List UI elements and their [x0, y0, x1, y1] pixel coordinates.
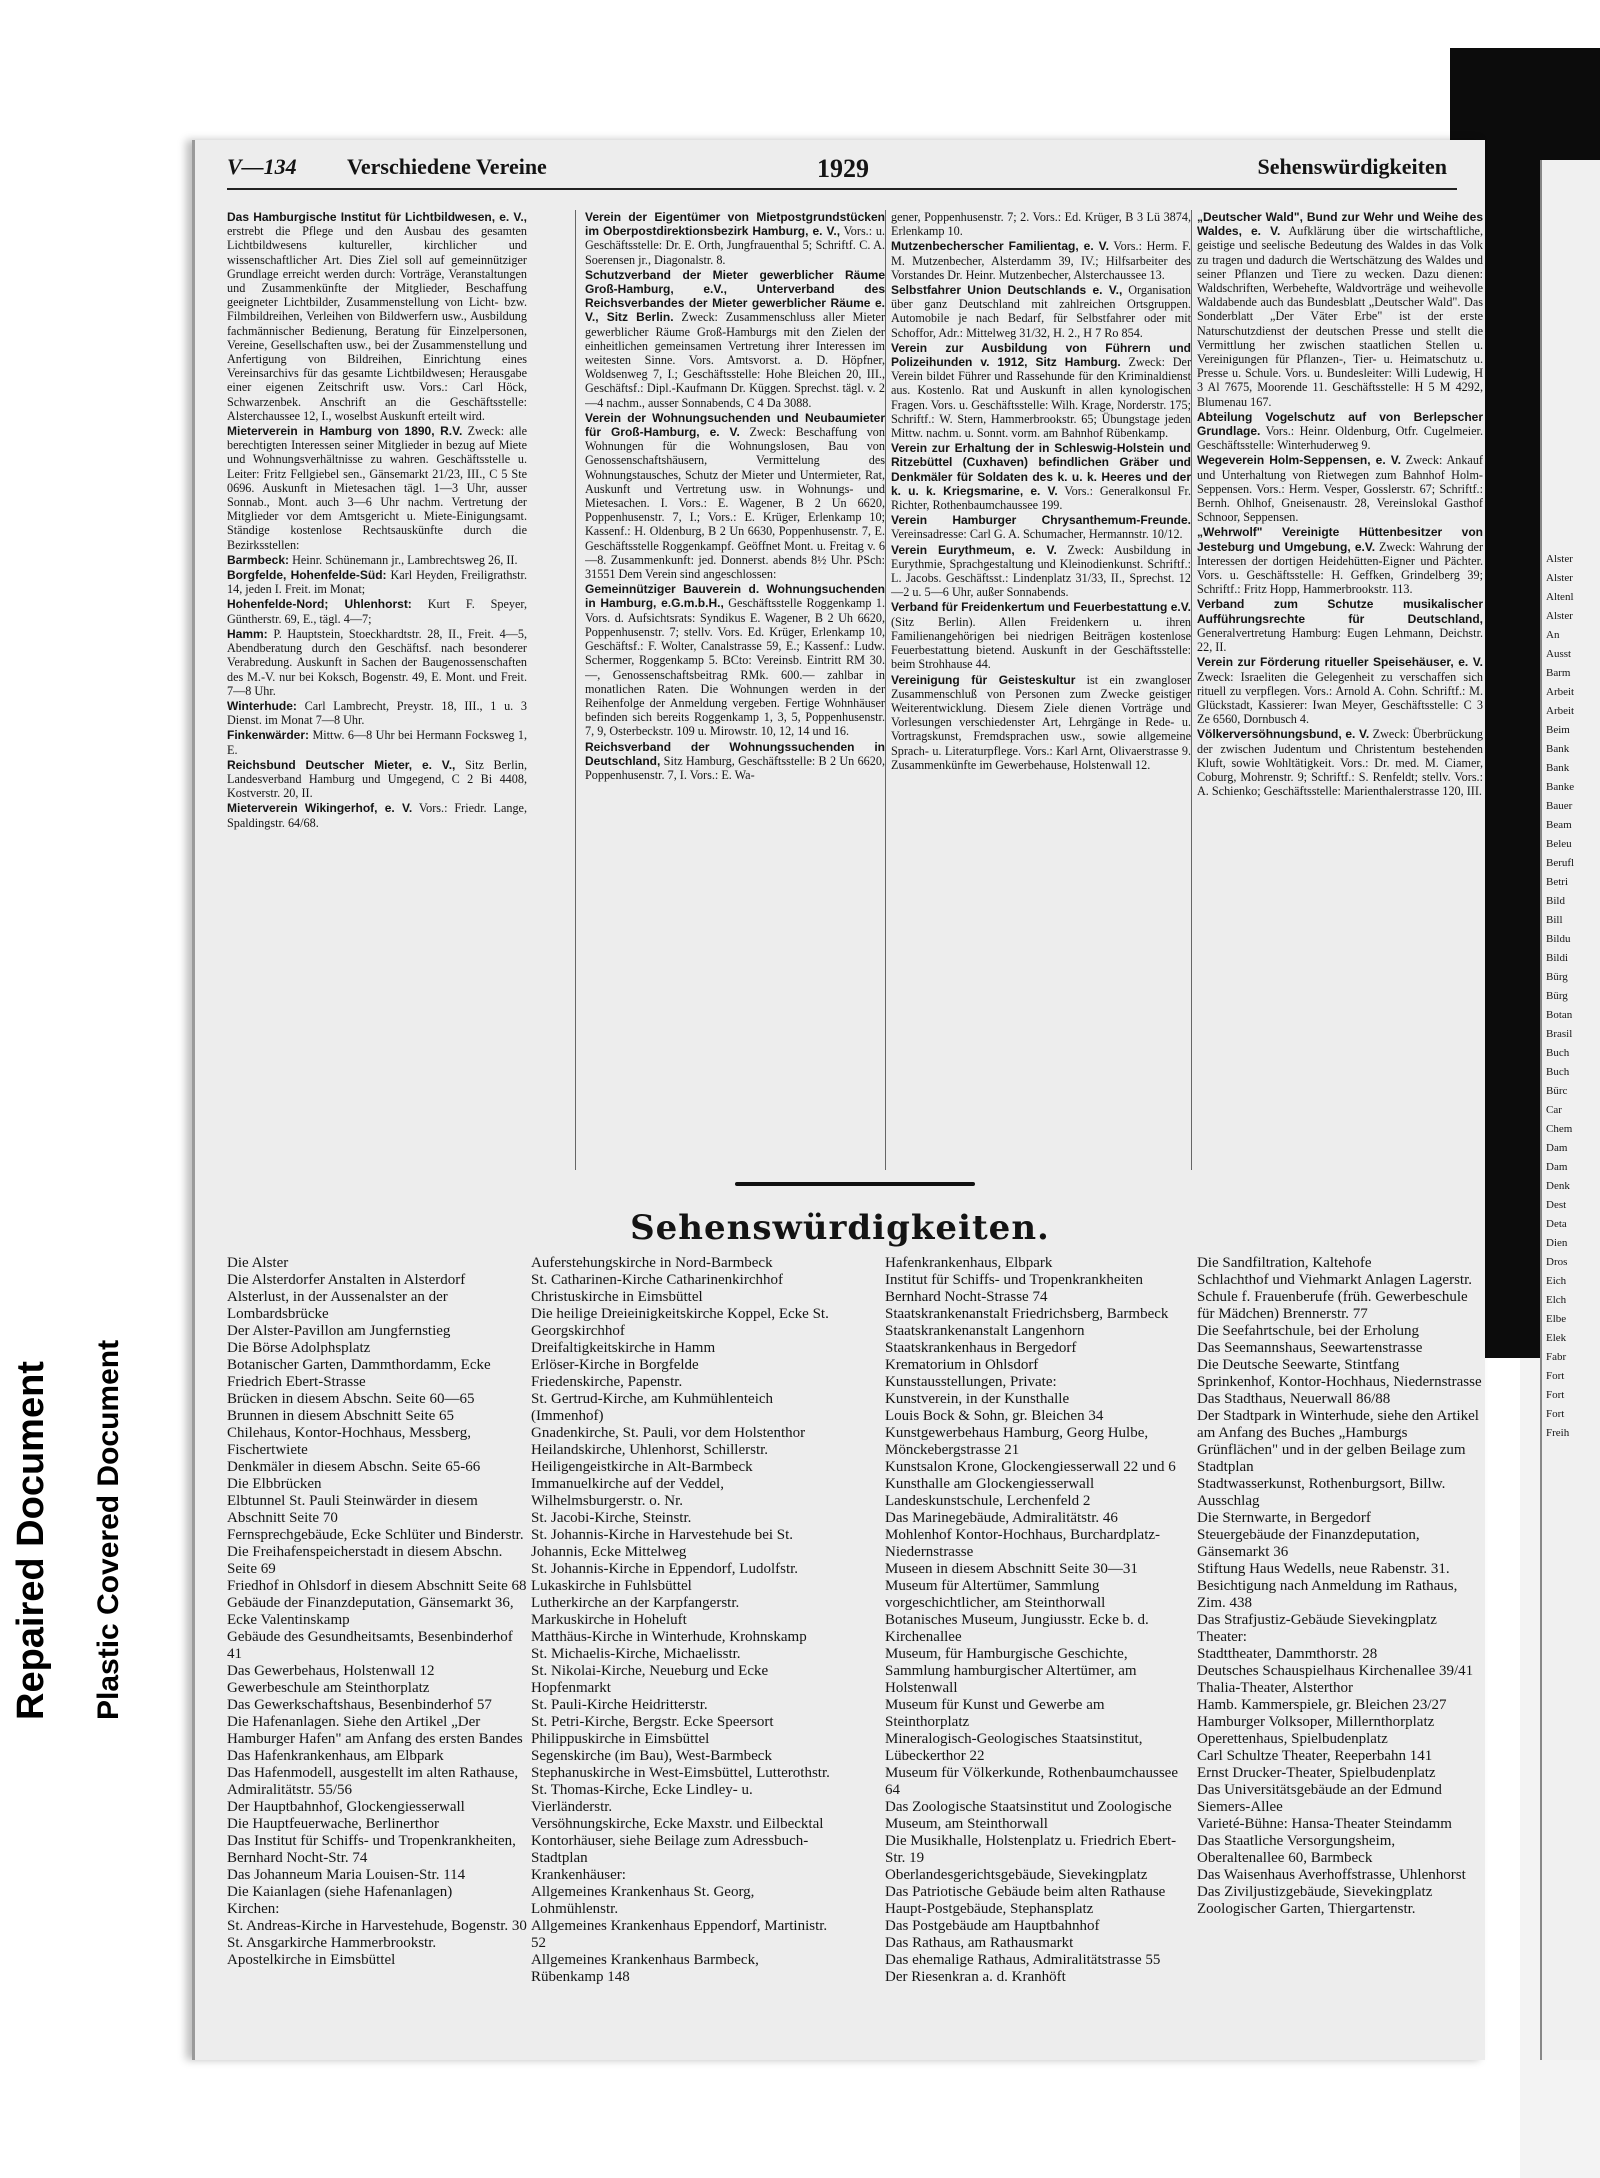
next-page-fragment: Dam — [1546, 1161, 1568, 1173]
plastic-covered-label: Plastic Covered Document — [92, 1339, 125, 1720]
sight-entry: Friedhof in Ohlsdorf in diesem Abschnitt Seite 68 — [227, 1578, 527, 1594]
association-entry — [891, 283, 1191, 340]
sight-entry: Varieté-Bühne: Hansa-Theater Steindamm — [1197, 1816, 1452, 1832]
association-name: Reichsbund Deutscher Mieter, e. V., — [227, 757, 456, 772]
header-left-title: Verschiedene Vereine — [347, 154, 547, 179]
sight-entry: Das Hafenkrankenhaus, am Elbpark — [227, 1748, 444, 1764]
sight-entry: Die Alsterdorfer Anstalten in Alsterdorf — [227, 1272, 466, 1288]
sight-entry: Zoologischer Garten, Thiergartenstr. — [1197, 1901, 1416, 1917]
repaired-document-label: Repaired Document — [10, 1361, 52, 1720]
sight-entry: Kunsthalle am Glockengiesserwall — [885, 1476, 1095, 1492]
association-entry — [227, 758, 527, 801]
column-rule — [885, 210, 886, 1170]
sight-entry: Krankenhäuser: — [531, 1867, 626, 1883]
sight-entry: Staatskrankenanstalt Langenhorn — [885, 1323, 1085, 1339]
sight-entry: St. Gertrud-Kirche, am Kuhmühlenteich (Immenhof) — [531, 1391, 774, 1424]
sight-entry: Museum für Kunst und Gewerbe am Steinthorplatz — [885, 1697, 1105, 1730]
sight-entry: St. Catharinen-Kirche Catharinenkirchhof — [531, 1272, 783, 1288]
sight-entry: St. Johannis-Kirche in Eppendorf, Ludolfstr. — [531, 1561, 799, 1577]
sight-entry: Heiligengeistkirche in Alt-Barmbeck — [531, 1459, 753, 1475]
association-name: Verein zur Erhaltung der in Schleswig-Holstein und Ritzebüttel (Cuxhaven) befindlichen Gräber und Denkmäler für Soldaten des k. u. k. Heeres und der k. u. k. Kriegsmarine, e. V. — [891, 441, 1191, 498]
association-name: Borgfelde, Hohenfelde-Süd: — [227, 568, 387, 583]
next-page-edge — [1540, 160, 1600, 2060]
next-page-fragment: Dam — [1546, 1142, 1568, 1154]
sight-entry: Haupt-Postgebäude, Stephansplatz — [885, 1901, 1094, 1917]
association-entry — [227, 597, 527, 625]
association-entry — [585, 210, 885, 267]
next-page-fragment: Car — [1546, 1104, 1562, 1116]
next-page-fragment: Bill — [1546, 914, 1563, 926]
next-page-fragment: Bank — [1546, 743, 1570, 755]
sight-entry: Gebäude des Gesundheitsamts, Besenbinderhof 41 — [227, 1629, 513, 1662]
sight-entry: Thalia-Theater, Alsterthor — [1197, 1680, 1353, 1696]
association-name: Verband für Freidenkertum und Feuerbestattung e.V. — [891, 600, 1191, 615]
sight-entry: Allgemeines Krankenhaus Eppendorf, Martinistr. 52 — [531, 1918, 828, 1951]
sight-entry: Stiftung Haus Wedells, neue Rabenstr. 31. Besichtigung nach Anmeldung im Rathaus, Zim. 438 — [1197, 1561, 1458, 1611]
sight-entry: Oberlandesgerichtsgebäude, Sievekingplatz — [885, 1867, 1148, 1883]
sight-entry: Botanisches Museum, Jungiusstr. Ecke b. d. Kirchenallee — [885, 1612, 1149, 1645]
association-text: Zweck: Zusammenschluss aller Mieter gewerblicher Räume Groß-Hamburgs mit den Zielen der einheitlichen gemeinsamen Vertretung ihrer Interessen im weitesten Sinne. Vors. Amtsvorst. a. D. Höpfner, Woldsenweg 7, I.; Geschäftsstelle: Hohe Bleichen 20, III., Geschäftsf.: Dipl.-Kaufmann Dr. Küggen. Sprechst. tägl. v. 2—4 nachm., ausser Sonnabends, C 4 Da 3088. — [585, 310, 885, 410]
association-entry — [227, 210, 527, 423]
association-entry — [585, 411, 885, 581]
sight-entry: Das Zoologische Staatsinstitut und Zoologische Museum, am Steinthorwall — [885, 1799, 1172, 1832]
association-entry — [1197, 727, 1483, 798]
association-text: Zweck: Beschaffung von Wohnungen für die Wohnungslosen, Bau von Genossenschaftshäusern, Vermittelung des Wohnungstausches, Schutz der Mieter und Untermieter, Rat, Auskunft und Vertretung usw. in Wohnungs- und Mietesachen. I. Vors.: E. Wagener, B 2 Un 6620, Poppenhusenstr. 7, I.; Vors.: E. Krüger, Erlenkamp 10; Kassenf.: H. Oldenburg, B 2 Un 6630, Poppenhusenstr. 7, E. Geschäftsstelle Roggenkampf. Geöffnet Mont. u. Freitag v. 6—8. Zusammenkunft: jed. Donnerst. abends 8½ Uhr. PSch: 31551 Dem Verein sind angeschlossen: — [585, 425, 885, 582]
sight-entry: Lutherkirche an der Karpfangerstr. — [531, 1595, 740, 1611]
sight-entry: Das Institut für Schiffs- und Tropenkrankheiten, Bernhard Nocht-Str. 74 — [227, 1833, 516, 1866]
sight-entry: Das Strafjustiz-Gebäude Sievekingplatz — [1197, 1612, 1437, 1628]
sight-entry: Steuergebäude der Finanzdeputation, Gänsemarkt 36 — [1197, 1527, 1420, 1560]
sight-entry: Operettenhaus, Spielbudenplatz — [1197, 1731, 1388, 1747]
next-page-fragment: Arbeit — [1546, 705, 1575, 717]
sight-entry: Kunstgewerbehaus Hamburg, Georg Hulbe, Mönckebergstrasse 21 — [885, 1425, 1149, 1458]
sight-entry: Kirchen: — [227, 1901, 280, 1917]
association-entry — [585, 582, 885, 738]
next-page-fragment: Bildi — [1546, 952, 1569, 964]
sight-entry: Das Seemannshaus, Seewartenstrasse — [1197, 1340, 1423, 1356]
association-text: Generalvertretung Hamburg: Eugen Lehmann, Deichstr. 22, II. — [1197, 625, 1483, 655]
next-page-fragment: Barm — [1546, 667, 1571, 679]
association-name: Finkenwärder: — [227, 728, 310, 743]
association-text: Vors.: Generalkonsul Fr. Richter, Rothenbaumchaussee 199. — [891, 483, 1191, 513]
sight-entry: Kunstverein, in der Kunsthalle — [885, 1391, 1070, 1407]
sight-entry: Das Gewerbehaus, Holstenwall 12 — [227, 1663, 435, 1679]
next-page-fragment: Bürg — [1546, 990, 1568, 1002]
association-entry — [891, 210, 1191, 238]
association-entry — [891, 513, 1191, 541]
association-name: „Wehrwolf" Vereinigte Hüttenbesitzer von Jesteburg und Umgebung, e.V. — [1197, 525, 1483, 554]
sight-entry: Das Marinegebäude, Admiralitätstr. 46 — [885, 1510, 1118, 1526]
association-text: Aufklärung über die wirtschaftliche, geistige und seelische Bedeutung des Waldes in das Volk zu tragen und dadurch die Wertschätzung des Waldes und seiner Pflanzen und Tiere zu wecken. Dazu dienen: Waldschriften, Werbehefte, Waldvorträge und weihevolle Waldabende auch das Bundesblatt „Deutscher Wald". Das Sonderblatt „Der Väter Erbe" ist der erste Naturschutzdienst der deutschen Presse und stellt die Vermittlung her zwischen staatlichen Stellen u. Vereinigungen für Pflanzen-, Tier- u. Heimatschutz u. Presse u. Schule. Vors. u. Bundesleiter: Willi Ludewig, H 3 Al 7675, Moorende 11. Geschäftsstelle: H 5 M 4292, Blumenau 167. — [1197, 224, 1483, 409]
sight-entry: Schule f. Frauenberufe (früh. Gewerbeschule für Mädchen) Brennerstr. 77 — [1197, 1289, 1468, 1322]
next-page-fragment: Botan — [1546, 1009, 1573, 1021]
next-page-fragment: Elch — [1546, 1294, 1567, 1306]
sight-entry: Der Stadtpark in Winterhude, siehe den Artikel am Anfang des Buches „Hamburgs Grünflächen" und in der gelben Beilage zum Stadtplan — [1197, 1408, 1479, 1475]
sight-entry: Kontorhäuser, siehe Beilage zum Adressbuch-Stadtplan — [531, 1833, 809, 1866]
sight-entry: Dreifaltigkeitskirche in Hamm — [531, 1340, 716, 1356]
association-entry — [1197, 210, 1483, 409]
next-page-fragment: Buch — [1546, 1047, 1570, 1059]
sight-entry: Die Sternwarte, in Bergedorf — [1197, 1510, 1371, 1526]
association-text: Mittw. 6—8 Uhr bei Hermann Focksweg 1, E. — [227, 728, 527, 757]
association-entry — [891, 543, 1191, 600]
association-text: Zweck: Der Verein bildet Führer und Rassehunde für den Kriminaldienst aus. Kostenlo. Rat und Auskunft in allen kynologischen Fragen. Vors. u. Geschäftsstelle: Wilh. Krage, Norderstr. 175; Schriftf.: W. Stern, Hammerbrookstr. 65; Übungstage jeden Mittw. nachm. u. Sonnt. vorm. am Bahnhof Rübenkamp. — [891, 355, 1191, 441]
association-name: Verein der Wohnungsuchenden und Neubaumieter für Groß-Hamburg, e. V. — [585, 410, 885, 440]
sight-entry: Das Johanneum Maria Louisen-Str. 114 — [227, 1867, 466, 1883]
association-text: Sitz Berlin, Landesverband Hamburg und Umgegend, C 2 Bi 4408, Kostverstr. 20, II. — [227, 757, 527, 801]
sight-entry: Versöhnungskirche, Ecke Maxstr. und Eilbecktal — [531, 1816, 824, 1832]
sight-entry: Brücken in diesem Abschn. Seite 60—65 — [227, 1391, 475, 1407]
next-page-fragment: Fort — [1546, 1408, 1565, 1420]
sight-entry: Das Stadthaus, Neuerwall 86/88 — [1197, 1391, 1391, 1407]
sight-entry: Segenskirche (im Bau), West-Barmbeck — [531, 1748, 772, 1764]
association-text: Carl Lambrecht, Preystr. 18, III., 1 u. 3 Dienst. im Monat 7—8 Uhr. — [227, 698, 527, 728]
sight-entry: Allgemeines Krankenhaus St. Georg, Lohmühlenstr. — [531, 1884, 755, 1917]
association-name: Verein Eurythmeum, e. V. — [891, 542, 1057, 557]
association-name: Mieterverein in Hamburg von 1890, R.V. — [227, 424, 463, 439]
sight-entry: St. Thomas-Kirche, Ecke Lindley- u. Vierländerstr. — [531, 1782, 753, 1815]
sight-entry: Hamb. Kammerspiele, gr. Bleichen 23/27 — [1197, 1697, 1447, 1713]
next-page-fragment: Denk — [1546, 1180, 1570, 1192]
sight-entry: Museen in diesem Abschnitt Seite 30—31 — [885, 1561, 1138, 1577]
sight-entry: Elbtunnel St. Pauli Steinwärder in diesem Abschnitt Seite 70 — [227, 1493, 478, 1526]
association-text: erstrebt die Pflege und den Ausbau des gesamten Lichtbildwesens kultureller, kirchlicher und wissenschaftlicher Art. Dies Ziel soll auf gemeinnütziger Grundlage erreicht werden durch: Vorträge, Veranstaltungen und Zusammenkünfte der Mitglieder, Beschaffung geeigneter Lichtbilder, Zusammenstellung von Licht- bzw. Filmbildreihen, Verleihen von Bildwerfern usw., Ausbildung fachmännischer Bedienung, Beratung für Einzelpersonen, Vereine, Gesellschaften usw., bei der Zusammenstellung und Anfertigung von Bildreihen, Einrichtung eines Vereinsarchivs für das gesamte Lichtbildwesen; Herausgabe einer eigenen Zeitschrift usw. Vors.: Carl Höck, Schwarzenbek. Anschrift an die Geschäftsstelle: Alsterchaussee 12, I., woselbst Auskunft erteilt wird. — [227, 224, 527, 423]
next-page-fragment: Buch — [1546, 1066, 1570, 1078]
association-name: Mieterverein Wikingerhof, e. V. — [227, 801, 413, 816]
sight-entry: Fernsprechgebäude, Ecke Schlüter und Binderstr. — [227, 1527, 524, 1543]
sight-entry: Lukaskirche in Fuhlsbüttel — [531, 1578, 692, 1594]
sight-entry: St. Michaelis-Kirche, Michaelisstr. — [531, 1646, 741, 1662]
next-page-fragment: An — [1546, 629, 1560, 641]
sight-entry: Stephanuskirche in West-Eimsbüttel, Lutterothstr. — [531, 1765, 830, 1781]
sight-entry: Die Sandfiltration, Kaltehofe — [1197, 1255, 1372, 1271]
sight-entry: Die Börse Adolphsplatz — [227, 1340, 371, 1356]
association-text: Heinr. Schünemann jr., Lambrechtsweg 26, II. — [292, 552, 518, 567]
sight-entry: St. Petri-Kirche, Bergstr. Ecke Speersort — [531, 1714, 774, 1730]
sight-entry: St. Nikolai-Kirche, Neueburg und Ecke Hopfenmarkt — [531, 1663, 769, 1696]
association-entry — [891, 673, 1191, 772]
association-entry — [227, 568, 527, 596]
association-name: Schutzverband der Mieter gewerblicher Räume Groß-Hamburg, e.V., Unterverband des Reichsverbandes der Mieter gewerblicher Räume e. V., Sitz Berlin. — [585, 267, 885, 325]
next-page-fragment: Beam — [1546, 819, 1572, 831]
next-page-fragment: Altenl — [1546, 591, 1574, 603]
association-entry — [1197, 525, 1483, 596]
sight-entry: Gewerbeschule am Steinthorplatz — [227, 1680, 430, 1696]
sight-entry: St. Andreas-Kirche in Harvestehude, Bogenstr. 30 — [227, 1918, 527, 1934]
next-page-fragment: Alster — [1546, 572, 1573, 584]
sights-column-4 — [1197, 1255, 1483, 2055]
association-entry — [585, 268, 885, 410]
sight-entry: Das Hafenmodell, ausgestellt im alten Rathause, Admiralitätstr. 55/56 — [227, 1765, 519, 1798]
sight-entry: Die Elbbrücken — [227, 1476, 322, 1492]
sight-entry: Immanuelkirche auf der Veddel, Wilhelmsburgerstr. o. Nr. — [531, 1476, 724, 1509]
sight-entry: Deutsches Schauspielhaus Kirchenallee 39/41 — [1197, 1663, 1474, 1679]
association-entry — [227, 728, 527, 756]
sight-entry: Landeskunstschule, Lerchenfeld 2 — [885, 1493, 1091, 1509]
sight-entry: Das Universitätsgebäude an der Edmund Siemers-Allee — [1197, 1782, 1442, 1815]
association-name: Völkerversöhnungsbund, e. V. — [1197, 727, 1370, 742]
sight-entry: Schlachthof und Viehmarkt Anlagen Lagerstr. — [1197, 1272, 1473, 1288]
sight-entry: St. Ansgarkirche Hammerbrookstr. — [227, 1935, 437, 1951]
sight-entry: Hamburger Volksoper, Millernthorplatz — [1197, 1714, 1435, 1730]
next-page-fragment: Dest — [1546, 1199, 1567, 1211]
sight-entry: Matthäus-Kirche in Winterhude, Krohnskamp — [531, 1629, 807, 1645]
association-name: Verein zur Förderung ritueller Speisehäuser, e. V. — [1197, 655, 1483, 670]
association-text: Zweck: Ankauf und Unterhaltung von Rietwegen zum Bahnhof Holm-Seppensen. Vors.: Herm. Vesper, Gosslerstr. 67; Schriftf.: Bernh. Ohlhof, Gneisenaustr. 28, Vereinslokal Gasthof Schnoor, Seppensen. — [1197, 453, 1483, 525]
association-entry — [227, 553, 527, 567]
sight-entry: Das ehemalige Rathaus, Admiralitätstrasse 55 — [885, 1952, 1161, 1968]
association-name: Hohenfelde-Nord; Uhlenhorst: — [227, 597, 412, 612]
next-page-fragment: Bank — [1546, 762, 1570, 774]
association-name: Verband zum Schutze musikalischer Aufführungsrechte für Deutschland, — [1197, 597, 1483, 626]
sight-entry: Markuskirche in Hoheluft — [531, 1612, 687, 1628]
association-entry — [227, 424, 527, 552]
association-column-2 — [585, 210, 885, 1170]
sight-entry: Apostelkirche in Eimsbüttel — [227, 1952, 396, 1968]
sight-entry: Das Rathaus, am Rathausmarkt — [885, 1935, 1074, 1951]
association-name: Verein zur Ausbildung von Führern und Polizeihunden v. 1912, Sitz Hamburg. — [891, 340, 1191, 370]
association-entry — [891, 441, 1191, 512]
association-name: Wegeverein Holm-Seppensen, e. V. — [1197, 453, 1401, 468]
association-name: „Deutscher Wald", Bund zur Wehr und Weihe des Waldes, e. V. — [1197, 210, 1483, 239]
association-name: Gemeinnütziger Bauverein d. Wohnungsuchenden in Hamburg, e.G.m.b.H., — [585, 582, 885, 611]
sight-entry: Stadttheater, Dammthorstr. 28 — [1197, 1646, 1378, 1662]
next-page-fragment: Beim — [1546, 724, 1570, 736]
sight-entry: Die Deutsche Seewarte, Stintfang — [1197, 1357, 1400, 1373]
sight-entry: Sprinkenhof, Kontor-Hochhaus, Niedernstrasse — [1197, 1374, 1482, 1390]
next-page-fragment: Fort — [1546, 1370, 1565, 1382]
sight-entry: Botanischer Garten, Dammthordamm, Ecke Friedrich Ebert-Strasse — [227, 1357, 491, 1390]
next-page-fragment: Ausst — [1546, 648, 1572, 660]
sight-entry: Mineralogisch-Geologisches Staatsinstitut, Lübeckerthor 22 — [885, 1731, 1143, 1764]
sight-entry: Erlöser-Kirche in Borgfelde — [531, 1357, 699, 1373]
sight-entry: St. Pauli-Kirche Heidritterstr. — [531, 1697, 708, 1713]
sight-entry: Die Alster — [227, 1255, 289, 1271]
association-name: Selbstfahrer Union Deutschlands e. V., — [891, 283, 1123, 298]
sight-entry: Das Ziviljustizgebäude, Sievekingplatz — [1197, 1884, 1433, 1900]
sight-entry: Friedenskirche, Papenstr. — [531, 1374, 683, 1390]
association-text: Geschäftsstelle Roggenkamp 1. Vors. d. Aufsichtsrats: Syndikus E. Wagener, B 2 Uh 6620, Poppenhusenstr. 7; stellv. Vors. Ed. Krüger, Erlenkamp 10, Geschäftsf.: F. Wolter, Canalstrasse 59, E.; Kassenf.: Ludw. Schermer, Roggenkamp 5. BCto: Vereinsb. Eintritt RM 30.—, Genossenschaftsbeitrag RMk. 600.— zahlbar in monatlichen Raten. Die Wohnungen werden in der Reihenfolge der Anmeldung vergeben. Fertige Wohnhäuser befinden sich bereits Roggenkamp 1, 3, 5, Poppenhusenstr. 7, 9, Osterbeckstr. 109 u. Mirowstr. 10, 12, 14 und 16. — [585, 596, 885, 739]
association-text: (Sitz Berlin). Allen Freidenkern u. ihren Familienangehörigen bei niedrigen Beiträgen kostenlose Feuerbestattung bietend. Auskunft in der Geschäftsstelle: beim Strohhause 44. — [891, 614, 1191, 672]
next-page-fragment: Bild — [1546, 895, 1565, 907]
next-page-fragment: Bürc — [1546, 1085, 1568, 1097]
next-page-fragment: Dros — [1546, 1256, 1568, 1268]
section-divider — [735, 1182, 975, 1186]
sight-entry: Die Musikhalle, Holstenplatz u. Friedrich Ebert-Str. 19 — [885, 1833, 1177, 1866]
sight-entry: Institut für Schiffs- und Tropenkrankheiten Bernhard Nocht-Strasse 74 — [885, 1272, 1144, 1305]
archive-label — [0, 1230, 170, 1780]
column-rule — [575, 210, 576, 1170]
sight-entry: Gnadenkirche, St. Pauli, vor dem Holstenthor — [531, 1425, 806, 1441]
association-entry — [1197, 597, 1483, 654]
sight-entry: Kunstsalon Krone, Glockengiesserwall 22 und 6 — [885, 1459, 1176, 1475]
association-column-4 — [1197, 210, 1483, 1170]
sight-entry: Museum für Völkerkunde, Rothenbaumchaussee 64 — [885, 1765, 1178, 1798]
sight-entry: St. Johannis-Kirche in Harvestehude bei St. Johannis, Ecke Mittelweg — [531, 1527, 794, 1560]
sight-entry: Die Hafenanlagen. Siehe den Artikel „Der Hamburger Hafen" am Anfang des ersten Bandes — [227, 1714, 523, 1747]
directory-page — [192, 140, 1485, 2060]
sight-entry: Krematorium in Ohlsdorf — [885, 1357, 1039, 1373]
sight-entry: Heilandskirche, Uhlenhorst, Schillerstr. — [531, 1442, 769, 1458]
sight-entry: Das Waisenhaus Averhoffstrasse, Uhlenhorst — [1197, 1867, 1466, 1883]
sight-entry: Denkmäler in diesem Abschn. Seite 65-66 — [227, 1459, 481, 1475]
association-text: Kurt F. Speyer, Güntherstr. 69, E., tägl. 4—7; — [227, 597, 527, 626]
sight-entry: Museum für Altertümer, Sammlung vorgeschichtlicher, am Steinthorwall — [885, 1578, 1106, 1611]
next-page-fragment: Bauer — [1546, 800, 1573, 812]
sight-entry: Die Freihafenspeicherstadt in diesem Abschn. Seite 69 — [227, 1544, 503, 1577]
next-page-fragment: Berufl — [1546, 857, 1575, 869]
sight-entry: Das Staatliche Versorgungsheim, Oberaltenallee 60, Barmbeck — [1197, 1833, 1396, 1866]
next-page-fragment: Fort — [1546, 1389, 1565, 1401]
sight-entry: Louis Bock & Sohn, gr. Bleichen 34 — [885, 1408, 1104, 1424]
sights-column-1 — [227, 1255, 527, 2055]
association-text: Organisation über ganz Deutschland mit zahlreichen Ortsgruppen. Automobile je nach Bedarf, für Selbstfahrer oder mit Schoffor, Adr.: Mittelweg 31/32, H. 2., H 7 Ro 854. — [891, 283, 1191, 340]
association-text: Zweck: Ausbildung in Eurythmie, Sprachgestaltung und Kleinodienkunst. Schriftf.: L. Jacobs. Geschäftsst.: Lindenplatz 31/33, II., Sprechst. 12—2 u. 5—6 Uhr, außer Sonnabends. — [891, 542, 1191, 600]
association-text: Zweck: alle berechtigten Interessen seiner Mitglieder in bezug auf Miete und Wohnungsverhältnisse zu wahren. Geschäftsstelle u. Leiter: Fritz Fellgiebel sen., Gänsemarkt 21/23, III., C 5 Ste 0696. Auskunft in Mietesachen tägl. 1—3 Uhr, ausser Sonnab., Mont. auch 3—6 Uhr nachm. Vertretung der Mitglieder vor dem Amtsgericht u. Miete-Einigungsamt. Ständige kostenlose Rechtsauskünfte durch die Bezirksstellen: — [227, 424, 527, 552]
next-page-fragment: Elbe — [1546, 1313, 1567, 1325]
association-text: Vereinsadresse: Carl G. A. Schumacher, Hermannstr. 10/12. — [891, 527, 1183, 542]
association-name: Reichsverband der Wohnungssuchenden in Deutschland, — [585, 739, 885, 768]
next-page-fragment: Banke — [1546, 781, 1575, 793]
association-name: Vereinigung für Geisteskultur — [891, 672, 1076, 687]
association-text: Vors.: u. Geschäftsstelle: Dr. E. Orth, Jungfrauenthal 5; Schriftf. C. A. Soerensen jr., Diagonalstr. 8. — [585, 224, 885, 267]
sight-entry: Der Riesenkran a. d. Kranhöft — [885, 1969, 1066, 1985]
association-text: Zweck: Wahrung der Interessen der dortigen Heidehütten-Eigner und Pächter. Vors. u. Geschäftsstelle: H. Geffken, Grindelberg 39; Schriftf.: Fritz Hopp, Hammerbrookstr. 113. — [1197, 539, 1483, 597]
page-header — [227, 152, 1457, 190]
association-text: P. Hauptstein, Stoeckhardtstr. 28, II., Freit. 4—5, Abendberatung durch den Geschäftsf. nach besonderer Verabredung. Auskunft in Sachen der Baugenossenschaften des M.-V. nur bei Koksch, Bogenstr. 49, E. Mont. und Freit. 7—8 Uhr. — [227, 626, 527, 698]
sight-entry: Theater: — [1197, 1629, 1247, 1645]
next-page-fragment: Brasil — [1546, 1028, 1573, 1040]
next-page-fragment: Betri — [1546, 876, 1568, 888]
sight-entry: Museum, für Hamburgische Geschichte, Sammlung hamburgischer Altertümer, am Holstenwall — [885, 1646, 1137, 1696]
association-entry — [1197, 453, 1483, 524]
sight-entry: Das Patriotische Gebäude beim alten Rathause — [885, 1884, 1166, 1900]
next-page-fragment: Chem — [1546, 1123, 1573, 1135]
sight-entry: Ernst Drucker-Theater, Spielbudenplatz — [1197, 1765, 1436, 1781]
next-page-fragment: Alster — [1546, 610, 1573, 622]
association-text: Sitz Hamburg, Geschäftsstelle: B 2 Un 6620, Poppenhusenstr. 7, I. Vors.: E. Wa- — [585, 753, 885, 782]
next-page-fragment: Elek — [1546, 1332, 1567, 1344]
sight-entry: Hafenkrankenhaus, Elbpark — [885, 1255, 1053, 1271]
association-entry — [585, 740, 885, 783]
sight-entry: St. Jacobi-Kirche, Steinstr. — [531, 1510, 692, 1526]
column-rule — [1191, 210, 1192, 1170]
association-text: Vors.: Herm. F. M. Mutzenbecher, Alsterdamm 39, IV.; Hilfsarbeiter des Vorstandes Dr. Heinr. Mutzenbecher, Alsterchaussee 13. — [891, 239, 1191, 282]
next-page-fragment: Alster — [1546, 553, 1573, 565]
association-text: gener, Poppenhusenstr. 7; 2. Vors.: Ed. Krüger, B 3 Lü 3874, Erlenkamp 10. — [891, 210, 1191, 239]
sight-entry: Kunstausstellungen, Private: — [885, 1374, 1057, 1390]
sights-column-3 — [885, 1255, 1185, 2055]
sight-entry: Brunnen in diesem Abschnitt Seite 65 — [227, 1408, 455, 1424]
association-text: Vors.: Friedr. Lange, Spaldingstr. 64/68. — [227, 801, 527, 830]
association-name: Abteilung Vogelschutz auf von Berlepscher Grundlage. — [1197, 409, 1483, 439]
sight-entry: Staatskrankenhaus in Bergedorf — [885, 1340, 1077, 1356]
association-entry — [1197, 410, 1483, 453]
next-page-fragment: Bürg — [1546, 971, 1568, 983]
association-entry — [227, 801, 527, 829]
sight-entry: Gebäude der Finanzdeputation, Gänsemarkt 36, Ecke Valentinskamp — [227, 1595, 514, 1628]
association-text: Karl Heyden, Freiligrathstr. 14, jeden I. Freit. im Monat; — [227, 568, 527, 597]
association-entry — [227, 627, 527, 698]
association-column-3 — [891, 210, 1191, 1170]
association-text: Zweck: Überbrückung der zwischen Judentum und Christentum bestehenden Kluft, sowie Wohltätigkeit. Vors.: Dr. med. M. Ciamer, Coburg, Mohrenstr. 9; Schriftf.: S. Renfeldt; stellv. Vors.: A. Schienko; Geschäftsstelle: Marienthalerstrasse 120, III. — [1197, 727, 1483, 799]
association-entry — [891, 239, 1191, 282]
sight-entry: Das Gewerkschaftshaus, Besenbinderhof 57 — [227, 1697, 492, 1713]
next-page-fragment: Bildu — [1546, 933, 1571, 945]
sight-entry: Auferstehungskirche in Nord-Barmbeck — [531, 1255, 773, 1271]
sight-entry: Die heilige Dreieinigkeitskirche Koppel, Ecke St. Georgskirchhof — [531, 1306, 829, 1339]
next-page-fragment: Eich — [1546, 1275, 1567, 1287]
sight-entry: Philippuskirche in Eimsbüttel — [531, 1731, 710, 1747]
association-name: Verein Hamburger Chrysanthemum-Freunde. — [891, 513, 1191, 528]
association-name: Winterhude: — [227, 698, 297, 713]
next-page-fragment: Arbeit — [1546, 686, 1575, 698]
header-right-title: Sehenswürdigkeiten — [1257, 154, 1447, 179]
next-page-fragment: Deta — [1546, 1218, 1567, 1230]
association-name: Hamm: — [227, 626, 268, 641]
association-name: Mutzenbecherscher Familientag, e. V. — [891, 239, 1109, 254]
next-page-fragment: Freih — [1546, 1427, 1570, 1439]
sight-entry: Carl Schultze Theater, Reeperbahn 141 — [1197, 1748, 1433, 1764]
association-column-1 — [227, 210, 527, 1170]
sight-entry: Mohlenhof Kontor-Hochhaus, Burchardplatz-Niedernstrasse — [885, 1527, 1161, 1560]
association-name: Verein der Eigentümer von Mietpostgrundstücken im Oberpostdirektionsbezirk Hamburg, e. V., — [585, 210, 885, 239]
association-text: ist ein zwangloser Zusammenschluß von Personen zum Zwecke geistiger Weiterentwicklung. Diesem Ziele dienen Vorträge und Vorlesungen verschiedenster Art, Lehrgänge in Rede- u. Vortragskunst, Fremdsprachen usw., sowie allgemeine Sprach- u. Literaturpflege. Vors.: Karl Arnt, Olivaerstrasse 9. Zusammenkünfte im Gewerbehause, Holstenwall 12. — [891, 672, 1191, 772]
page-number: V—134 — [227, 154, 297, 179]
sight-entry: Der Alster-Pavillon am Jungfernstieg — [227, 1323, 451, 1339]
association-entry — [1197, 655, 1483, 726]
sight-entry: Das Postgebäude am Hauptbahnhof — [885, 1918, 1100, 1934]
section-heading: Sehenswürdigkeiten. — [630, 1208, 1050, 1248]
sight-entry: Die Kaianlagen (siehe Hafenanlagen) — [227, 1884, 453, 1900]
next-page-fragment: Dien — [1546, 1237, 1568, 1249]
association-name: Das Hamburgische Institut für Lichtbildwesen, e. V., — [227, 210, 527, 224]
sights-column-2 — [531, 1255, 831, 2055]
sight-entry: Stadtwasserkunst, Rothenburgsort, Billw. Ausschlag — [1197, 1476, 1446, 1509]
sight-entry: Alsterlust, in der Aussenalster an der Lombardsbrücke — [227, 1289, 448, 1322]
sight-entry: Allgemeines Krankenhaus Barmbeck, Rübenkamp 148 — [531, 1952, 759, 1985]
sight-entry: Chilehaus, Kontor-Hochhaus, Messberg, Fischertwiete — [227, 1425, 471, 1458]
next-page-fragment: Beleu — [1546, 838, 1572, 850]
sight-entry: Die Seefahrtschule, bei der Erholung — [1197, 1323, 1420, 1339]
association-entry — [891, 600, 1191, 671]
association-name: Barmbeck: — [227, 552, 290, 567]
association-entry — [891, 341, 1191, 440]
association-entry — [227, 699, 527, 727]
association-text: Zweck: Israeliten die Gelegenheit zu verschaffen sich rituell zu verpflegen. Vors.: Arnold A. Cohn. Schriftf.: M. Glückstadt, Kassierer: Iwan Meyer, Geschäftsstelle: C 3 Ze 6560, Dornbusch 4. — [1197, 669, 1483, 727]
sight-entry: Die Hauptfeuerwache, Berlinerthor — [227, 1816, 439, 1832]
sight-entry: Der Hauptbahnhof, Glockengiesserwall — [227, 1799, 465, 1815]
sight-entry: Staatskrankenanstalt Friedrichsberg, Barmbeck — [885, 1306, 1169, 1322]
next-page-fragment: Fabr — [1546, 1351, 1567, 1363]
header-year: 1929 — [817, 154, 869, 183]
sight-entry: Christuskirche in Eimsbüttel — [531, 1289, 703, 1305]
association-text: Vors.: Heinr. Oldenburg, Otfr. Cugelmeier. Geschäftsstelle: Winterhuderweg 9. — [1197, 424, 1483, 453]
